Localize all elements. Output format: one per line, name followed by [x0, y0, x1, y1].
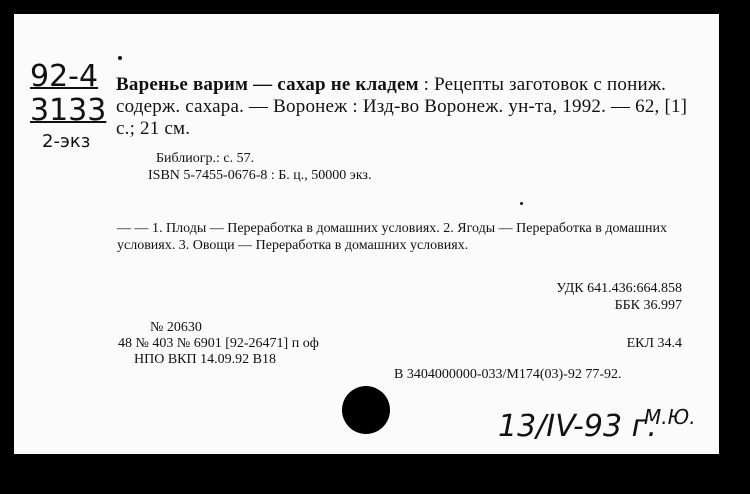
entry-details: : Рецепты заготовок с пониж. содерж. сахара. — Воронеж : Изд-во Воронеж. ун-та, 1992. — 62, [1] с.; 21 см.	[116, 74, 688, 139]
bbk-code: ББК 36.997	[614, 298, 682, 313]
handwritten-copies: 2-экз	[42, 131, 91, 152]
handwritten-call-number-2: 3133	[30, 93, 107, 128]
handwritten-date: 13/IV-93 г.	[498, 409, 657, 444]
handwritten-call-number-1: 92-4	[30, 59, 99, 94]
publication-number: № 20630	[150, 320, 202, 335]
punch-hole	[342, 386, 390, 434]
handwritten-initials: М.Ю.	[644, 405, 696, 429]
subject-headings: — — 1. Плоды — Переработка в домашних условиях. 2. Ягоды — Переработка в домашних условиях. 3. Овощи — Переработка в домашних условиях.	[117, 221, 667, 253]
catalog-card	[14, 14, 719, 454]
isbn-line: ISBN 5-7455-0676-8 : Б. ц., 50000 экз.	[148, 168, 372, 183]
bibliography-note: Библиогр.: с. 57.	[156, 151, 255, 166]
npo-line: НПО ВКП 14.09.92 В18	[134, 352, 276, 367]
bibliographic-entry	[116, 74, 706, 140]
order-line: 48 № 403 № 6901 [92-26471] п оф	[118, 336, 319, 351]
ekl-code: ЕКЛ 34.4	[626, 336, 682, 351]
ink-speck	[520, 202, 523, 205]
catalog-code: В 3404000000-033/М174(03)-92 77-92.	[394, 367, 622, 382]
udk-code: УДК 641.436:664.858	[556, 281, 682, 296]
ink-speck	[118, 56, 122, 60]
entry-title: Варенье варим — сахар не кладем	[116, 74, 419, 95]
